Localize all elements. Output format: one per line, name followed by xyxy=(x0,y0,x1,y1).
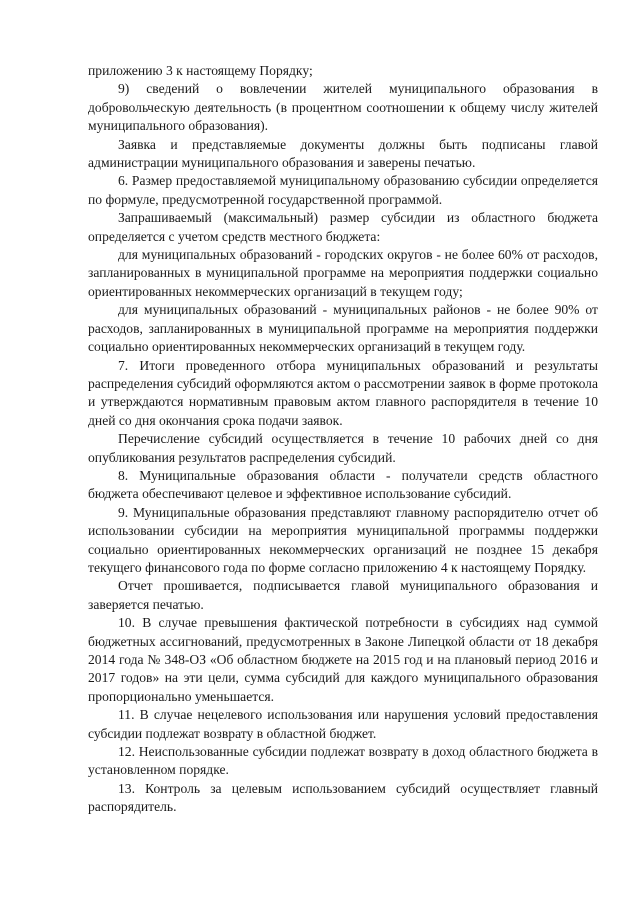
paragraph-municipal-districts: для муниципальных образований - муниципальных районов - не более 90% от расходов, запланированных в муниципальной программе на мероприятия поддержки социально ориентированных некоммерческих организаций в текущем году. xyxy=(88,302,598,355)
document-page xyxy=(88,62,598,817)
paragraph-clause-6: 6. Размер предоставляемой муниципальному образованию субсидии определяется по формуле, предусмотренной государственной программой. xyxy=(88,173,598,207)
paragraph-item-9: 9) сведений о вовлечении жителей муниципального образования в добровольческую деятельность (в процентном соотношении к общему числу жителей муниципального образования). xyxy=(88,81,598,134)
paragraph-clause-12: 12. Неиспользованные субсидии подлежат возврату в доход областного бюджета в установленном порядке. xyxy=(88,744,598,778)
paragraph-clause-9: 9. Муниципальные образования представляют главному распорядителю отчет об использовании субсидии на мероприятия муниципальной программы поддержки социально ориентированных некоммерческих организаций не позднее 15 декабря текущего финансового года по форме согласно приложению 4 к настоящему Порядку. xyxy=(88,504,598,575)
paragraph-application-signature: Заявка и представляемые документы должны быть подписаны главой администрации муниципального образования и заверены печатью. xyxy=(88,136,598,171)
paragraph-continuation: приложению 3 к настоящему Порядку; xyxy=(88,63,313,78)
paragraph-clause-11: 11. В случае нецелевого использования или нарушения условий предоставления субсидии подлежат возврату в областной бюджет. xyxy=(88,707,598,741)
paragraph-transfer: Перечисление субсидий осуществляется в течение 10 рабочих дней со дня опубликования результатов распределения субсидий. xyxy=(88,431,598,465)
paragraph-clause-10: 10. В случае превышения фактической потребности в субсидиях над суммой бюджетных ассигнований, предусмотренных в Законе Липецкой области от 18 декабря 2014 года № 348-ОЗ «Об областном бюджете на 2015 год и на плановый период 2016 и 2017 годов» на эти цели, сумма субсидий для каждого муниципального образования пропорционально уменьшается. xyxy=(88,615,598,704)
paragraph-clause-8: 8. Муниципальные образования области - получатели средств областного бюджета обеспечивают целевое и эффективное использование субсидий. xyxy=(88,467,598,502)
paragraph-requested-subsidy: Запрашиваемый (максимальный) размер субсидии из областного бюджета определяется с учетом средств местного бюджета: xyxy=(88,210,598,244)
paragraph-clause-7: 7. Итоги проведенного отбора муниципальных образований и результаты распределения субсидий оформляются актом о рассмотрении заявок в форме протокола и утверждаются нормативным правовым актом главного распорядителя в течение 10 дней со дня окончания срока подачи заявок. xyxy=(88,357,598,428)
paragraph-report-binding: Отчет прошивается, подписывается главой муниципального образования и заверяется печатью. xyxy=(88,578,598,612)
paragraph-city-districts: для муниципальных образований - городских округов - не более 60% от расходов, запланированных в муниципальной программе на мероприятия поддержки социально ориентированных некоммерческих организаций в текущем году; xyxy=(88,247,598,299)
paragraph-clause-13: 13. Контроль за целевым использованием субсидий осуществляет главный распорядитель. xyxy=(88,780,598,815)
